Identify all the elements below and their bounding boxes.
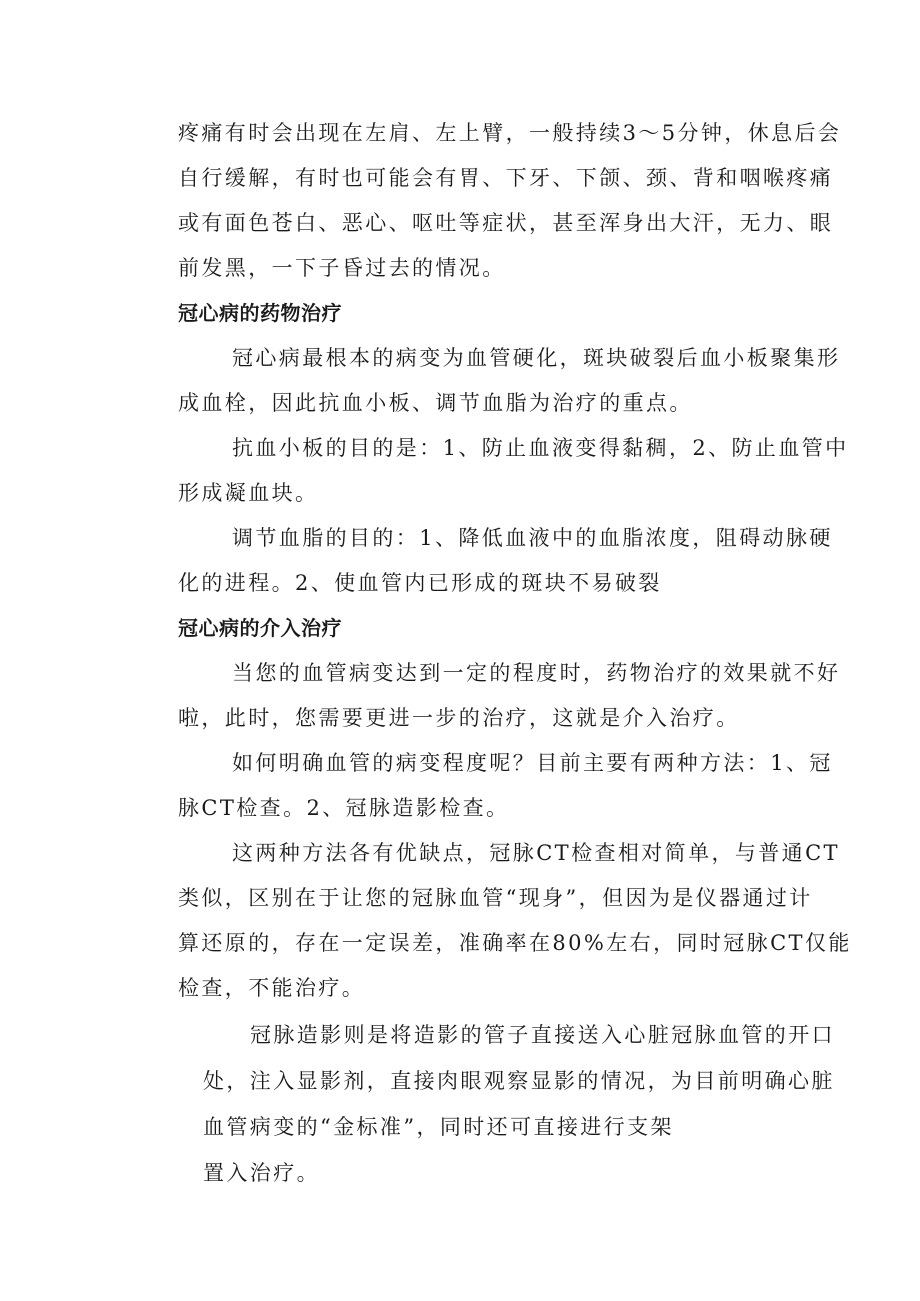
intro-line-4: 前发黑，一下子昏过去的情况。 (178, 256, 506, 280)
s2-p4-line-4: 置入治疗。 (203, 1161, 320, 1185)
intro-line-1: 疼痛有时会出现在左肩、左上臂，一般持续3～5分钟，休息后会 (178, 121, 842, 145)
s2-p3-line-2: 类似，区别在于让您的冠脉血管“现身”，但因为是仪器通过计 (178, 886, 813, 910)
intro-line-3: 或有面色苍白、恶心、呕吐等症状，甚至浑身出大汗，无力、眼 (178, 211, 834, 235)
s1-p1-line-1: 冠心病最根本的病变为血管硬化，斑块破裂后血小板聚集形 (232, 346, 841, 370)
s2-p1-line-2: 啦，此时，您需要更进一步的治疗，这就是介入治疗。 (178, 706, 740, 730)
s2-p1-line-1: 当您的血管病变达到一定的程度时，药物治疗的效果就不好 (232, 661, 841, 685)
s2-p4-line-3: 血管病变的“金标准”，同时还可直接进行支架 (203, 1115, 674, 1139)
section-heading-drug-therapy: 冠心病的药物治疗 (178, 301, 342, 325)
intro-line-2: 自行缓解，有时也可能会有胃、下牙、下颌、颈、背和咽喉疼痛 (178, 166, 834, 190)
s1-p3-line-1: 调节血脂的目的：1、降低血液中的血脂浓度，阻碍动脉硬 (232, 526, 833, 550)
s2-p3-line-1: 这两种方法各有优缺点，冠脉CT检查相对简单，与普通CT (232, 841, 840, 865)
s2-p2-line-2: 脉CT检查。2、冠脉造影检查。 (178, 796, 510, 820)
s2-p3-line-4: 检查，不能治疗。 (178, 976, 366, 1000)
s2-p4-line-1: 冠脉造影则是将造影的管子直接送入心脏冠脉血管的开口 (250, 1023, 835, 1047)
s2-p4-line-2: 处，注入显影剂，直接肉眼观察显影的情况，为目前明确心脏 (203, 1069, 835, 1093)
s2-p3-line-3: 算还原的，存在一定误差，准确率在80%左右，同时冠脉CT仅能 (178, 931, 852, 955)
section-heading-interventional-therapy: 冠心病的介入治疗 (178, 616, 342, 640)
s1-p2-line-2: 形成凝血块。 (178, 481, 319, 505)
s2-p2-line-1: 如何明确血管的病变程度呢？目前主要有两种方法：1、冠 (232, 751, 833, 775)
s1-p3-line-2: 化的进程。2、使血管内已形成的斑块不易破裂 (178, 571, 662, 595)
s1-p1-line-2: 成血栓，因此抗血小板、调节血脂为治疗的重点。 (178, 391, 693, 415)
s1-p2-line-1: 抗血小板的目的是：1、防止血液变得黏稠，2、防止血管中 (232, 436, 849, 460)
